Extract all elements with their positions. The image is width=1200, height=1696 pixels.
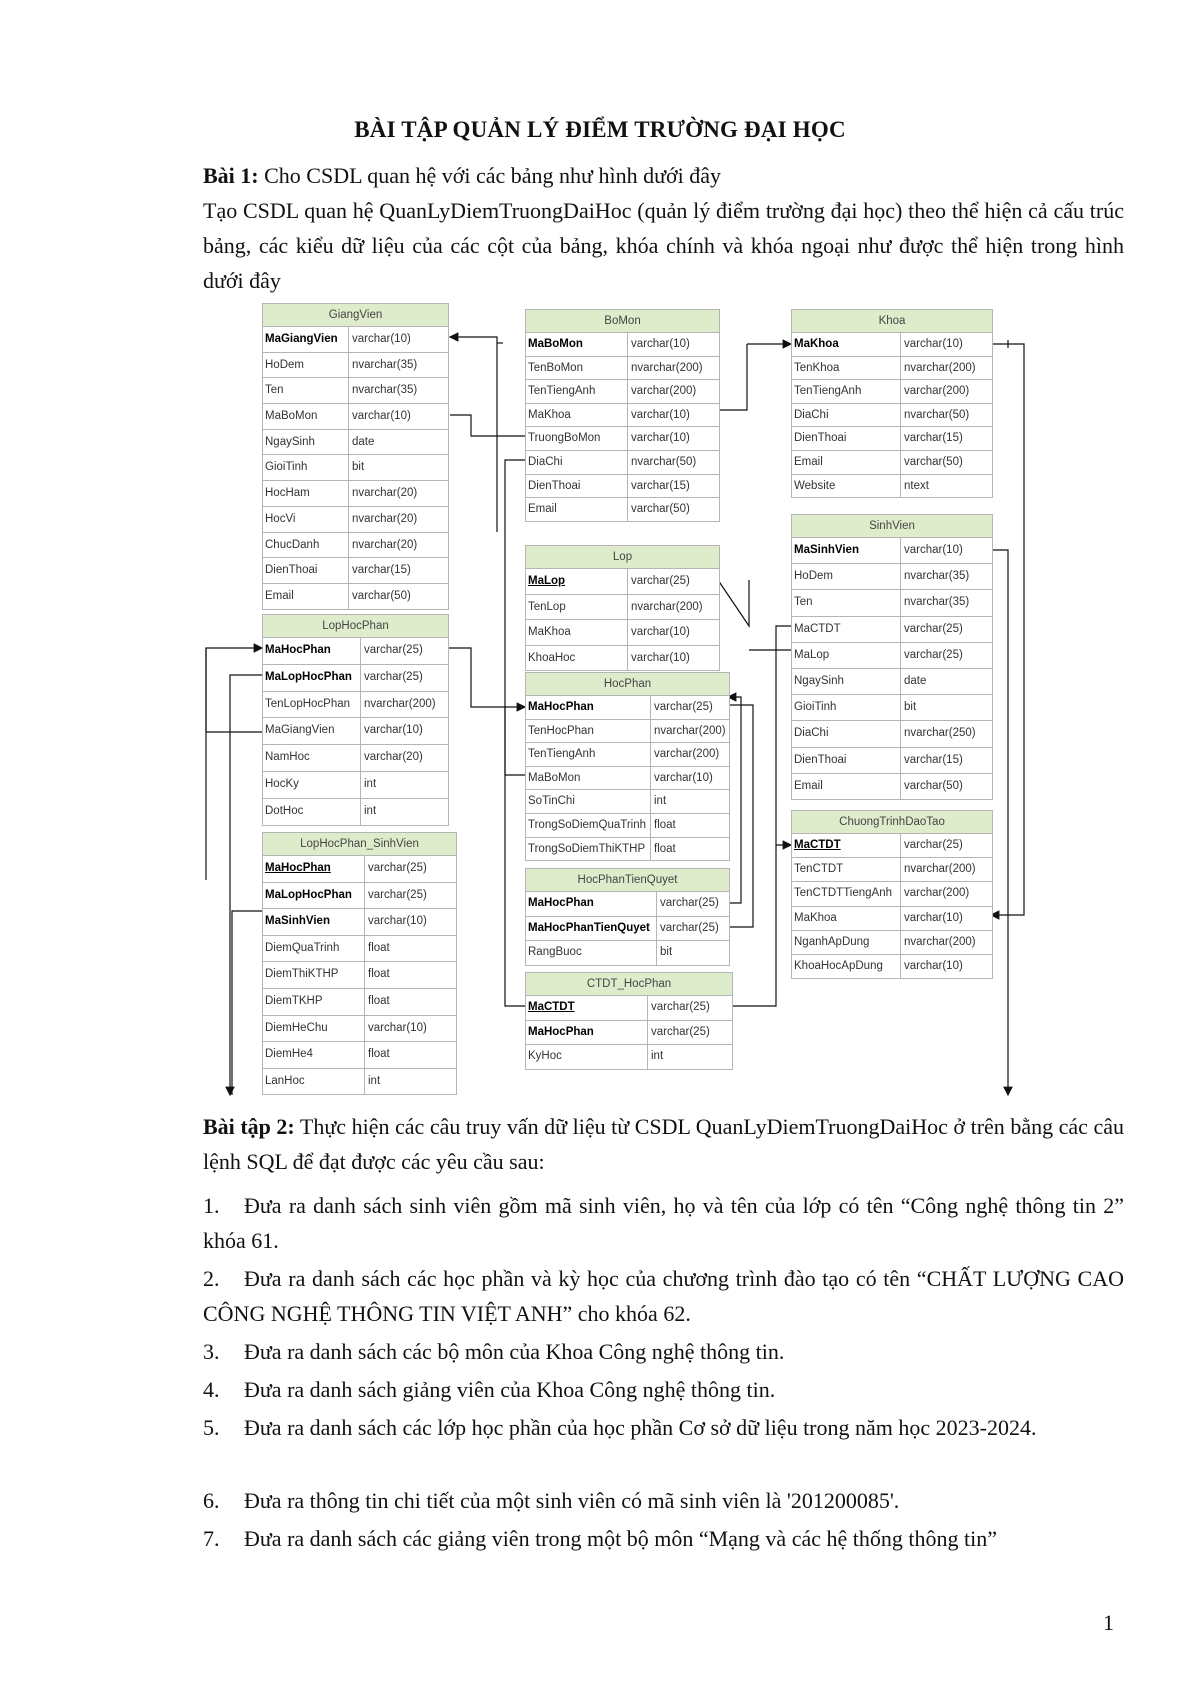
column-type: varchar(10)	[627, 404, 719, 427]
column-row	[792, 380, 992, 404]
column-row	[263, 665, 448, 692]
column-row	[792, 451, 992, 475]
column-row	[263, 856, 456, 883]
column-type: nvarchar(35)	[900, 590, 992, 615]
column-type: varchar(25)	[650, 696, 729, 719]
column-type: varchar(25)	[647, 996, 732, 1020]
column-name: NamHoc	[265, 751, 310, 764]
column-name: DienThoai	[265, 564, 318, 577]
item-number: 5.	[203, 1415, 220, 1440]
column-type: int	[650, 790, 729, 813]
column-type: varchar(200)	[627, 380, 719, 403]
column-type: varchar(200)	[650, 743, 729, 766]
table-title: Lop	[526, 546, 719, 569]
column-type: nvarchar(200)	[900, 858, 992, 881]
exercise-2-item	[203, 1261, 1124, 1331]
column-type: varchar(10)	[627, 333, 719, 356]
column-type: ntext	[900, 475, 992, 498]
column-type: varchar(10)	[900, 955, 992, 978]
rel-lophocphan-hocphan	[447, 648, 525, 707]
column-type: varchar(25)	[360, 638, 448, 664]
column-name: MaHocPhan	[528, 701, 594, 713]
column-name: MaGiangVien	[265, 333, 338, 345]
exercise-2-item	[203, 1372, 1124, 1407]
column-name: Email	[265, 589, 294, 602]
column-row	[792, 834, 992, 858]
column-row	[526, 620, 719, 646]
item-number: 2.	[203, 1266, 220, 1291]
exercise-2-item	[203, 1410, 1124, 1445]
column-name: GioiTinh	[794, 701, 837, 714]
column-name: MaLopHocPhan	[265, 670, 352, 683]
column-row	[263, 989, 456, 1016]
table-title: HocPhan	[526, 673, 729, 696]
column-name: MaSinhVien	[794, 544, 859, 556]
column-row	[526, 892, 729, 917]
column-type: varchar(10)	[650, 767, 729, 790]
rel-bomon-giangvien	[450, 337, 497, 532]
column-type: varchar(50)	[900, 774, 992, 799]
item-number: 6.	[203, 1488, 220, 1513]
rel-giangvien-lophocphan	[206, 648, 262, 732]
column-name: NgaySinh	[265, 435, 315, 448]
column-row	[526, 696, 729, 720]
column-row	[792, 564, 992, 590]
item-text: Đưa ra danh sách giảng viên của Khoa Công nghệ thông tin.	[244, 1377, 776, 1402]
column-type: date	[900, 669, 992, 694]
column-row	[263, 799, 448, 825]
exercise-1-label: Bài 1:	[203, 163, 259, 188]
column-row	[526, 790, 729, 814]
table-title: ChuongTrinhDaoTao	[792, 811, 992, 834]
item-text: Đưa ra danh sách các bộ môn của Khoa Công nghệ thông tin.	[244, 1339, 785, 1364]
column-type: float	[364, 989, 456, 1015]
column-row	[263, 353, 448, 379]
column-type: varchar(20)	[360, 745, 448, 771]
column-row	[792, 617, 992, 643]
column-type: nvarchar(20)	[348, 507, 448, 532]
column-name: MaLop	[528, 575, 566, 587]
column-type: varchar(10)	[364, 909, 456, 935]
item-number: 4.	[203, 1377, 220, 1402]
column-type: varchar(50)	[348, 584, 448, 609]
column-row	[792, 475, 992, 498]
column-name: TenTiengAnh	[794, 385, 862, 398]
column-type: varchar(10)	[900, 538, 992, 563]
table-title: GiangVien	[263, 304, 448, 327]
column-name: MaBoMon	[528, 338, 583, 350]
column-name: MaBoMon	[528, 771, 581, 784]
column-name: MaHocPhan	[528, 897, 594, 909]
column-name: HoDem	[265, 358, 304, 371]
rel-lop-sinhvien	[718, 580, 749, 626]
rel-lhp-lhpsv	[230, 675, 262, 1095]
column-row	[526, 996, 732, 1021]
column-name: TenLop	[528, 600, 566, 613]
column-row	[792, 695, 992, 721]
column-name: Email	[794, 455, 823, 468]
column-row	[263, 772, 448, 799]
column-row	[263, 430, 448, 456]
column-row	[792, 882, 992, 906]
table-title: SinhVien	[792, 515, 992, 538]
column-type: nvarchar(35)	[900, 564, 992, 589]
column-type: float	[364, 1042, 456, 1068]
column-row	[792, 357, 992, 381]
column-name: NgaySinh	[794, 674, 844, 687]
column-type: varchar(50)	[900, 451, 992, 474]
column-type: varchar(25)	[364, 856, 456, 882]
table-title: BoMon	[526, 310, 719, 333]
table-title: LopHocPhan_SinhVien	[263, 833, 456, 856]
exercise-2-item	[203, 1521, 1124, 1556]
column-type: varchar(10)	[627, 620, 719, 645]
item-number: 1.	[203, 1193, 220, 1218]
column-name: Website	[794, 479, 836, 492]
exercise-2-heading	[203, 1109, 1124, 1179]
column-row	[263, 692, 448, 719]
column-row	[792, 931, 992, 955]
column-row	[526, 1021, 732, 1046]
column-type: varchar(200)	[900, 882, 992, 905]
column-type: varchar(50)	[627, 498, 719, 521]
column-type: nvarchar(250)	[900, 721, 992, 746]
item-text: Đưa ra danh sách các học phần và kỳ học của chương trình đào tạo có tên “CHẤT LƯỢNG CAO CÔNG NGHỆ THÔNG TIN VIỆT ANH” cho khóa 62.	[203, 1266, 1124, 1326]
exercise-2-intro: Thực hiện các câu truy vấn dữ liệu từ CSDL QuanLyDiemTruongDaiHoc ở trên bằng các câu lệnh SQL để đạt được các yêu cầu sau:	[203, 1114, 1124, 1174]
column-row	[526, 767, 729, 791]
rel-ctdt-hocphan	[505, 707, 525, 1006]
column-type: nvarchar(20)	[348, 533, 448, 558]
column-row	[792, 643, 992, 669]
column-name: KhoaHocApDung	[794, 959, 883, 972]
column-name: MaKhoa	[794, 911, 837, 924]
table-lop	[525, 545, 720, 671]
table-ctdt-hocphan	[525, 972, 733, 1070]
column-type: nvarchar(200)	[900, 931, 992, 954]
column-name: TenTiengAnh	[528, 385, 596, 398]
exercise-1-heading	[203, 158, 1124, 193]
rel-sinhvien-right	[991, 550, 1008, 1095]
exercise-1-description: Tạo CSDL quan hệ QuanLyDiemTruongDaiHoc (quản lý điểm trường đại học) theo thể hiện cả cấu trúc bảng, các kiểu dữ liệu của các cột của bảng, khóa chính và khóa ngoại như được thể hiện trong hình dưới đây	[203, 198, 1124, 293]
column-type: varchar(15)	[348, 558, 448, 583]
column-row	[526, 646, 719, 671]
column-row	[792, 721, 992, 747]
column-name: HocVi	[265, 512, 296, 525]
column-row	[526, 498, 719, 521]
column-row	[792, 427, 992, 451]
column-name: DiemHe4	[265, 1048, 313, 1061]
column-type: varchar(25)	[364, 883, 456, 909]
column-row	[792, 858, 992, 882]
column-row	[792, 955, 992, 978]
column-name: MaLopHocPhan	[265, 888, 352, 901]
column-name: Email	[528, 503, 557, 516]
table-chuongtrinhdaotao	[791, 810, 993, 979]
column-name: MaGiangVien	[265, 724, 335, 737]
column-row	[263, 962, 456, 989]
column-name: GioiTinh	[265, 461, 308, 474]
column-name: DiemQuaTrinh	[265, 941, 340, 954]
column-type: nvarchar(200)	[627, 357, 719, 380]
rel-khoa-bomon	[718, 344, 747, 410]
column-type: varchar(10)	[900, 907, 992, 930]
table-title: CTDT_HocPhan	[526, 973, 732, 996]
column-row	[263, 1016, 456, 1043]
column-row	[263, 378, 448, 404]
column-type: nvarchar(35)	[348, 378, 448, 403]
rel-ctdt-ctdthp	[731, 845, 776, 1006]
column-row	[792, 538, 992, 564]
column-row	[526, 595, 719, 621]
column-name: NganhApDung	[794, 935, 870, 948]
column-name: KyHoc	[528, 1050, 562, 1062]
column-row	[263, 455, 448, 481]
column-type: varchar(15)	[900, 748, 992, 773]
column-type: nvarchar(200)	[627, 595, 719, 620]
column-row	[526, 917, 729, 942]
column-type: varchar(15)	[900, 427, 992, 450]
item-text: Đưa ra danh sách các giảng viên trong một bộ môn “Mạng và các hệ thống thông tin”	[244, 1526, 997, 1551]
column-name: DiaChi	[794, 727, 829, 740]
column-type: varchar(10)	[348, 327, 448, 352]
column-name: TenHocPhan	[528, 724, 594, 737]
column-type: nvarchar(50)	[900, 404, 992, 427]
column-row	[263, 936, 456, 963]
table-title: LopHocPhan	[263, 615, 448, 638]
rel-sinhvien-lhpsv	[232, 911, 262, 1095]
column-name: DiaChi	[794, 408, 829, 421]
column-row	[263, 883, 456, 910]
column-row	[526, 720, 729, 744]
column-type: varchar(25)	[900, 643, 992, 668]
column-name: DiaChi	[528, 455, 563, 468]
column-row	[526, 380, 719, 404]
table-lophocphan	[262, 614, 449, 826]
table-hocphantienquyet	[525, 868, 730, 966]
column-type: varchar(15)	[627, 475, 719, 498]
column-row	[526, 427, 719, 451]
column-type: varchar(10)	[627, 427, 719, 450]
column-name: TenCTDT	[794, 863, 844, 876]
column-type: bit	[656, 941, 729, 965]
column-name: MaBoMon	[265, 410, 318, 423]
column-type: varchar(25)	[647, 1021, 732, 1045]
column-type: varchar(10)	[348, 404, 448, 429]
column-row	[526, 357, 719, 381]
table-bomon	[525, 309, 720, 522]
column-type: varchar(10)	[360, 718, 448, 744]
column-name: SoTinChi	[528, 795, 575, 808]
column-type: varchar(25)	[627, 569, 719, 594]
column-name: MaLop	[794, 648, 830, 661]
column-row	[792, 748, 992, 774]
column-row	[526, 475, 719, 499]
column-type: varchar(10)	[900, 333, 992, 356]
column-name: HocKy	[265, 777, 299, 790]
column-type: bit	[348, 455, 448, 480]
column-name: MaHocPhan	[528, 1025, 594, 1038]
column-name: TruongBoMon	[528, 432, 601, 445]
column-name: DienThoai	[528, 479, 581, 492]
column-row	[263, 745, 448, 772]
column-row	[526, 569, 719, 595]
column-type: varchar(25)	[900, 617, 992, 642]
column-row	[526, 838, 729, 861]
table-title: HocPhanTienQuyet	[526, 869, 729, 892]
column-type: float	[650, 814, 729, 837]
column-row	[263, 533, 448, 559]
column-name: TenBoMon	[528, 361, 583, 374]
column-type: varchar(25)	[656, 892, 729, 916]
exercise-2-label: Bài tập 2:	[203, 1114, 295, 1139]
column-type: nvarchar(200)	[900, 357, 992, 380]
column-type: nvarchar(20)	[348, 481, 448, 506]
column-name: ChucDanh	[265, 538, 320, 551]
page-title: BÀI TẬP QUẢN LÝ ĐIỂM TRƯỜNG ĐẠI HỌC	[354, 117, 846, 142]
column-name: DotHoc	[265, 804, 304, 817]
column-name: MaHocPhan	[265, 644, 331, 656]
column-type: float	[364, 936, 456, 962]
column-type: int	[364, 1069, 456, 1095]
table-giangvien	[262, 303, 449, 610]
column-name: MaHocPhan	[265, 862, 331, 874]
column-row	[263, 404, 448, 430]
column-type: float	[650, 838, 729, 861]
column-row	[263, 327, 448, 353]
column-row	[526, 1045, 732, 1069]
column-name: MaCTDT	[794, 622, 841, 635]
column-row	[263, 638, 448, 665]
column-name: MaSinhVien	[265, 915, 330, 928]
item-number: 7.	[203, 1526, 220, 1551]
column-name: TenCTDTTiengAnh	[794, 887, 893, 900]
column-name: DiemTKHP	[265, 994, 323, 1007]
column-name: DiemHeChu	[265, 1021, 328, 1034]
column-type: bit	[900, 695, 992, 720]
column-row	[263, 718, 448, 745]
column-name: TrongSoDiemQuaTrinh	[528, 818, 647, 831]
column-row	[263, 584, 448, 609]
column-name: LanHoc	[265, 1074, 305, 1087]
table-lophocphan-sinhvien	[262, 832, 457, 1095]
column-name: TenKhoa	[794, 361, 840, 374]
column-row	[263, 1042, 456, 1069]
column-name: DienThoai	[794, 753, 847, 766]
rel-khoa-ctdt	[991, 344, 1024, 915]
column-name: HoDem	[794, 570, 833, 583]
column-type: float	[364, 962, 456, 988]
column-type: varchar(25)	[360, 665, 448, 691]
column-row	[263, 1069, 456, 1095]
column-row	[792, 669, 992, 695]
column-name: MaKhoa	[528, 626, 571, 638]
column-name: HocHam	[265, 487, 310, 500]
column-type: varchar(10)	[364, 1016, 456, 1042]
column-name: MaCTDT	[528, 1001, 575, 1013]
column-row	[526, 814, 729, 838]
column-name: MaKhoa	[528, 408, 571, 421]
column-name: TrongSoDiemThiKTHP	[528, 842, 646, 855]
rel-bomon-hocphan	[505, 460, 525, 775]
column-type: nvarchar(200)	[650, 720, 729, 743]
column-name: Ten	[794, 596, 813, 609]
column-name: MaKhoa	[794, 338, 839, 350]
column-row	[526, 743, 729, 767]
column-name: Email	[794, 779, 823, 792]
column-type: varchar(25)	[900, 834, 992, 857]
rel-giangvien-truong-bomon	[450, 415, 525, 436]
column-row	[792, 907, 992, 931]
table-khoa	[791, 309, 993, 498]
column-type: varchar(200)	[900, 380, 992, 403]
column-type: varchar(10)	[627, 646, 719, 671]
table-sinhvien	[791, 514, 993, 800]
table-title: Khoa	[792, 310, 992, 333]
column-row	[526, 404, 719, 428]
column-name: KhoaHoc	[528, 651, 576, 664]
item-text: Đưa ra danh sách sinh viên gồm mã sinh viên, họ và tên của lớp có tên “Công nghệ thông tin 2” khóa 61.	[203, 1193, 1124, 1253]
column-type: nvarchar(50)	[627, 451, 719, 474]
column-name: MaCTDT	[794, 839, 841, 851]
column-type: nvarchar(35)	[348, 353, 448, 378]
column-row	[792, 404, 992, 428]
column-row	[263, 481, 448, 507]
column-type: nvarchar(200)	[360, 692, 448, 718]
exercise-1-intro: Cho CSDL quan hệ với các bảng như hình dưới đây	[264, 163, 722, 188]
column-row	[792, 774, 992, 799]
column-row	[263, 909, 456, 936]
column-row	[792, 333, 992, 357]
column-type: int	[360, 772, 448, 798]
item-number: 3.	[203, 1339, 220, 1364]
column-name: TenLopHocPhan	[265, 697, 351, 710]
table-hocphan	[525, 672, 730, 861]
column-type: int	[647, 1045, 732, 1069]
column-name: MaHocPhanTienQuyet	[528, 921, 650, 934]
column-row	[263, 507, 448, 533]
column-name: RangBuoc	[528, 946, 582, 959]
column-type: int	[360, 799, 448, 825]
column-name: TenTiengAnh	[528, 748, 596, 761]
rel-hptq-2	[728, 705, 753, 927]
column-row	[263, 558, 448, 584]
rel-ctdt-sinhvien	[776, 626, 791, 845]
column-row	[526, 941, 729, 965]
item-text: Đưa ra danh sách các lớp học phần của học phần Cơ sở dữ liệu trong năm học 2023-2024.	[244, 1415, 1037, 1440]
column-name: DienThoai	[794, 432, 847, 445]
exercise-2-item	[203, 1188, 1124, 1258]
column-type: varchar(25)	[656, 917, 729, 941]
column-type: date	[348, 430, 448, 455]
column-name: Ten	[265, 384, 284, 397]
column-row	[526, 451, 719, 475]
exercise-2-item	[203, 1483, 1124, 1518]
exercise-2-item	[203, 1334, 1124, 1369]
column-row	[526, 333, 719, 357]
page-number: 1	[1103, 1610, 1114, 1635]
column-name: DiemThiKTHP	[265, 968, 339, 981]
item-text: Đưa ra thông tin chi tiết của một sinh viên có mã sinh viên là '201200085'.	[244, 1488, 900, 1513]
column-row	[792, 590, 992, 616]
